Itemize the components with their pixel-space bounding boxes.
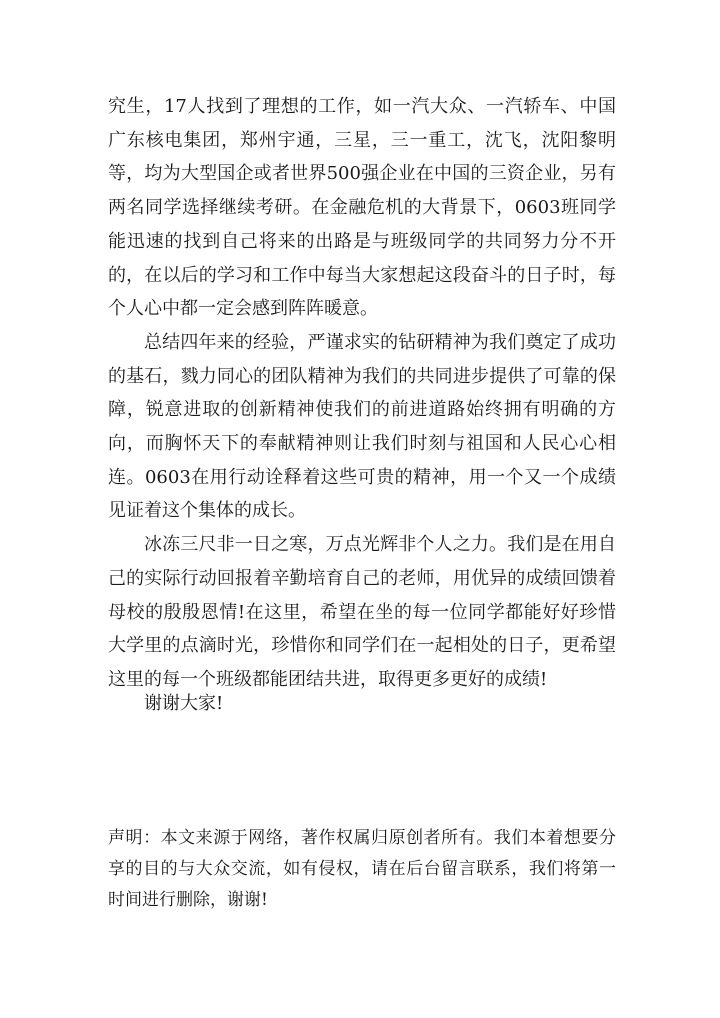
paragraph-3: 冰冻三尺非一日之寒，万点光辉非个人之力。我们是在用自己的实际行动回报着辛勤培育自己的老师，用优异的成绩回馈着母校的殷殷恩情!在这里，希望在坐的每一位同学都能好好珍惜大学里的点滴时光，珍惜你和同学们在一起相处的日子，更希望这里的每一个班级都能团结共进，取得更多更好的成绩!: [108, 534, 616, 690]
closing-thanks: 谢谢大家!: [144, 693, 224, 714]
paragraph-1: 究生，17人找到了理想的工作，如一汽大众、一汽轿车、中国广东核电集团，郑州宇通，三星，三一重工，沈飞，沈阳黎明等，均为大型国企或者世界500强企业在中国的三资企业，另有两名同学选择继续考研。在金融危机的大背景下，0603班同学能迅速的找到自己将来的出路是与班级同学的共同努力分不开的，在以后的学习和工作中每当大家想起这段奋斗的日子时，每个人心中都一定会感到阵阵暖意。: [108, 96, 616, 320]
paragraph-2: 总结四年来的经验，严谨求实的钻研精神为我们奠定了成功的基石，戮力同心的团队精神为我们的共同进步提供了可靠的保障，锐意进取的创新精神使我们的前进道路始终拥有明确的方向，而胸怀天下的奉献精神则让我们时刻与祖国和人民心心相连。0603在用行动诠释着这些可贵的精神，用一个又一个成绩见证着这个集体的成长。: [108, 331, 616, 522]
document-body: [108, 90, 616, 697]
disclaimer-text: 声明：本文来源于网络，著作权属归原创者所有。我们本着想要分享的目的与大众交流，如有侵权，请在后台留言联系，我们将第一时间进行删除，谢谢!: [108, 828, 616, 910]
